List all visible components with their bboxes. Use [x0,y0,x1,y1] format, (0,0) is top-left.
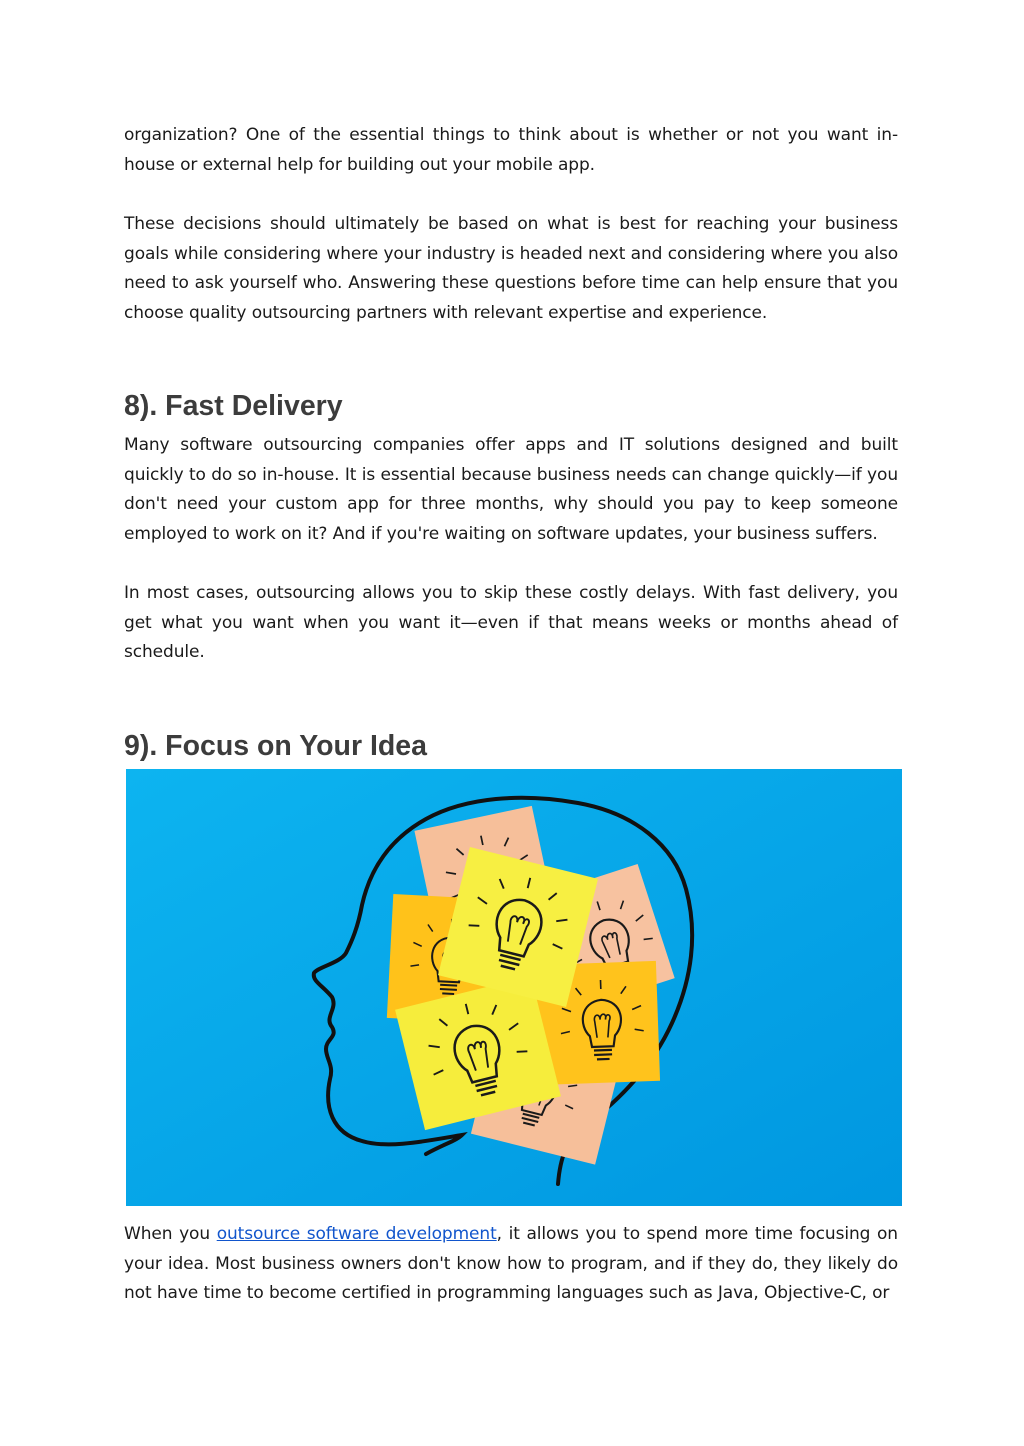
paragraph-text [124,1220,898,1309]
outsource-software-development-link[interactable]: outsource software development [216,1224,497,1244]
heading-fast-delivery: 8). Fast Delivery [124,390,343,422]
paragraph-text: In most cases, outsourcing allows you to skip these costly delays. With fast delivery, you get what you want when you want it—even if that means weeks or months ahead of schedule. [124,583,898,663]
paragraph-in-house-decision [124,121,898,180]
section-heading-fast-delivery [124,389,898,423]
paragraph-business-goals [124,210,898,329]
paragraph-intro: When you [124,1224,217,1244]
heading-focus-on-your-idea: 9). Focus on Your Idea [124,730,427,762]
head-lightbulb-illustration [126,769,902,1206]
paragraph-text: Many software outsourcing companies offer apps and IT solutions designed and built quickly to do so in-house. It is essential because business needs can change quickly—if you don't need your custom app for three months, why should you pay to keep someone employed to work on it? And if you're waiting on software updates, your business suffers. [124,435,898,545]
paragraph-focus-idea [124,1220,898,1309]
paragraph-text: organization? One of the essential things to think about is whether or not you want in-house or external help for building out your mobile app. [124,125,898,175]
paragraph-text: These decisions should ultimately be based on what is best for reaching your business goals while considering where your industry is headed next and considering where you also need to ask yourself who. Answering these questions before time can help ensure that you choose quality outsourcing partners with relevant expertise and experience. [124,214,898,324]
paragraph-costly-delays [124,579,898,668]
section-heading-focus-idea [124,729,898,763]
paragraph-continuation: , it allows you to spend more time focusing on your idea. Most business owners don't know how to program, and if they do, they likely do not have time to become certified in programming languages such as Java, Objective-C, or [124,1224,898,1304]
paragraph-fast-delivery [124,431,898,550]
